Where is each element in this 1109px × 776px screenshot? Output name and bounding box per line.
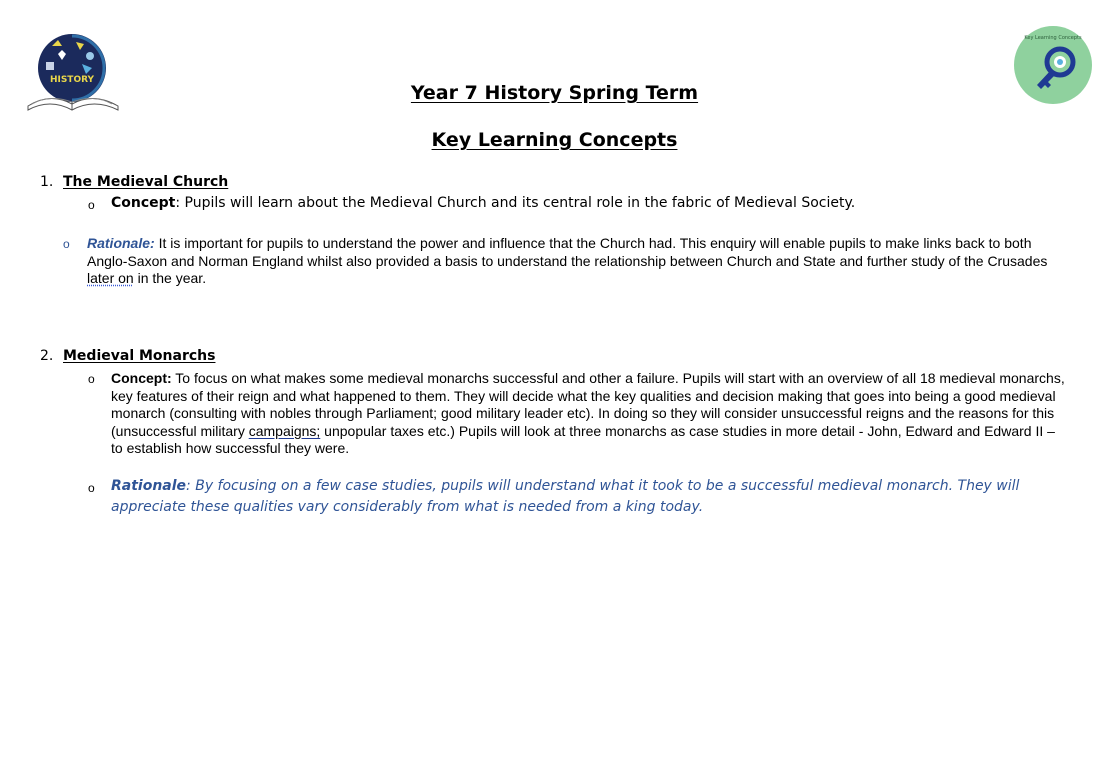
concept-text: Pupils will learn about the Medieval Church and its central role in the fabric of Medieval Society. [180,195,856,211]
section-heading [40,348,215,364]
concept-text: To focus on what makes some medieval monarchs successful and other a failure. Pupils will start with an overview of all 18 medieval monarchs, key features of their reign and what happened to them. They will decide what the key qualities and decision making that goes into being a good medieval monarch (consulting with nobles through Parliament; good military leader etc). In doing so they will consider unsuccessful reigns and the reasons for this (unsuccessful military [111,370,1065,439]
concept-label: Concept [111,195,176,211]
section-heading [40,174,228,190]
concept-underlined-text: campaigns; [248,422,321,439]
section-number: 1. [40,174,54,190]
bullet-icon: o [88,198,95,212]
rationale-label: Rationale [111,478,187,494]
concept-paragraph [111,193,1071,214]
section-title: Medieval Monarchs [63,348,216,364]
logo-history-text: HISTORY [49,75,95,85]
concept-paragraph [111,370,1069,458]
bullet-icon: o [88,372,95,386]
concept-colon: : [175,195,181,211]
bullet-icon: o [63,237,70,251]
rationale-text: It is important for pupils to understand the power and influence that the Church had. This enquiry will enable pupils to make links back to both Anglo-Saxon and Norman England whilst also provided a basis to understand the relationship between Church and State and further study of the Crusades [87,235,1048,269]
rationale-underlined-text: later on [87,270,134,286]
page-title: Year 7 History Spring Term [410,82,699,104]
rationale-text: : By focusing on a few case studies, pupils will understand what it took to be a successful medieval monarch. They will appreciate these qualities vary considerably from what is needed from a king today. [111,478,1020,515]
page-subtitle: Key Learning Concepts [431,129,678,151]
rationale-label: Rationale: [87,235,155,251]
concept-text-end: unpopular taxes etc.) Pupils will look at three monarchs as case studies in more detail - John, Edward and Edward II – to establish how successful they were. [111,422,1055,456]
concept-label: Concept: [111,370,172,386]
rationale-paragraph [87,235,1072,288]
section-number: 2. [40,348,54,364]
section-title: The Medieval Church [63,174,229,190]
bullet-icon: o [88,481,95,495]
rationale-text-end: in the year. [133,270,207,286]
logo-caption: Key Learning Concepts [1024,35,1082,41]
rationale-paragraph [111,476,1041,518]
